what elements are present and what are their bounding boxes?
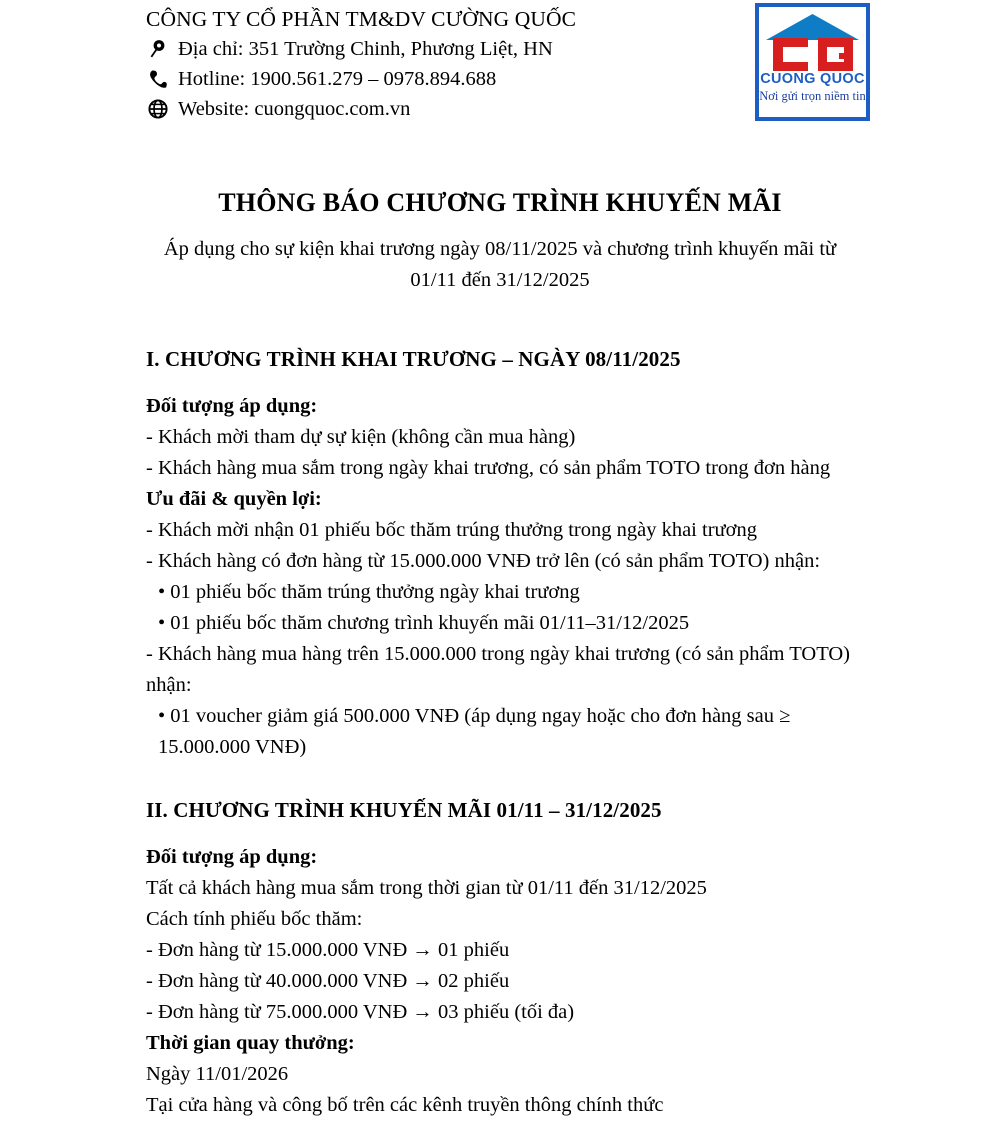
section-one-benefit-three: - Khách hàng mua hàng trên 15.000.000 trong ngày khai trương (có sản phẩm TOTO) nhận:: [146, 643, 850, 696]
section-two-draw-date: Ngày 11/01/2026: [146, 1063, 289, 1085]
contact-address-line: [146, 34, 736, 64]
location-pin-icon: [146, 38, 170, 60]
section-two-heading: II. CHƯƠNG TRÌNH KHUYẾN MÃI 01/11 – 31/12/2025: [146, 798, 662, 822]
section-one-audience-item: - Khách hàng mua sắm trong ngày khai trương, có sản phẩm TOTO trong đơn hàng: [146, 457, 831, 479]
section-one-benefit-three-bullet: • 01 voucher giảm giá 500.000 VNĐ (áp dụng ngay hoặc cho đơn hàng sau ≥ 15.000.000 VNĐ): [158, 705, 791, 758]
logo-cq-letters-icon: [773, 38, 853, 71]
section-two-calc-label: Cách tính phiếu bốc thăm:: [146, 908, 363, 930]
contact-hotline-text: Hotline: 1900.561.279 – 0978.894.688: [178, 68, 497, 90]
section-two-audience-text: Tất cả khách hàng mua sắm trong thời gian từ 01/11 đến 31/12/2025: [146, 877, 707, 899]
logo-tagline-text: Nơi gửi trọn niềm tin: [759, 89, 866, 103]
section-two-draw-place: Tại cửa hàng và công bố trên các kênh truyền thông chính thức: [146, 1094, 664, 1116]
phone-icon: [146, 68, 170, 90]
contact-website-line: [146, 94, 736, 124]
globe-icon: [146, 98, 170, 120]
company-name: CÔNG TY CỔ PHẦN TM&DV CƯỜNG QUỐC: [146, 7, 577, 31]
section-one-benefit-two: - Khách hàng có đơn hàng từ 15.000.000 VNĐ trở lên (có sản phẩm TOTO) nhận:: [146, 550, 821, 572]
section-two-draw-label: Thời gian quay thưởng:: [146, 1032, 355, 1054]
section-two: [146, 795, 858, 1121]
section-one-audience-item: - Khách mời tham dự sự kiện (không cần mua hàng): [146, 426, 576, 448]
document-header: [0, 0, 1000, 150]
logo-roof-icon: [766, 14, 859, 40]
document-body: [0, 150, 1000, 1121]
company-info-block: [146, 4, 736, 124]
section-one-audience-label: Đối tượng áp dụng:: [146, 395, 318, 417]
section-two-calc-rule: - Đơn hàng từ 15.000.000 VNĐ → 01 phiếu: [146, 939, 510, 961]
section-one-benefit-two-bullet: • 01 phiếu bốc thăm chương trình khuyến mãi 01/11–31/12/2025: [158, 612, 690, 634]
section-one-heading: I. CHƯƠNG TRÌNH KHAI TRƯƠNG – NGÀY 08/11/2025: [146, 347, 681, 371]
page-title: THÔNG BÁO CHƯƠNG TRÌNH KHUYẾN MÃI: [218, 188, 782, 217]
section-one-benefit-one: - Khách mời nhận 01 phiếu bốc thăm trúng thưởng trong ngày khai trương: [146, 519, 757, 541]
logo-inner: [759, 7, 866, 117]
page-subtitle: Áp dụng cho sự kiện khai trương ngày 08/11/2025 và chương trình khuyến mãi từ 01/11 đến 31/12/2025: [163, 238, 837, 291]
company-logo: [755, 3, 870, 121]
contact-address-text: Địa chỉ: 351 Trường Chinh, Phương Liệt, HN: [178, 38, 553, 60]
section-two-audience-label: Đối tượng áp dụng:: [146, 846, 318, 868]
section-one-benefit-two-bullet: • 01 phiếu bốc thăm trúng thưởng ngày khai trương: [158, 581, 580, 603]
section-two-calc-rule: - Đơn hàng từ 40.000.000 VNĐ → 02 phiếu: [146, 970, 510, 992]
section-two-calc-rule: - Đơn hàng từ 75.000.000 VNĐ → 03 phiếu (tối đa): [146, 1001, 575, 1023]
section-one: [146, 344, 858, 763]
logo-brand-text: CUONG QUOC: [760, 71, 865, 87]
contact-hotline-line: [146, 64, 736, 94]
contact-website-text: Website: cuongquoc.com.vn: [178, 98, 411, 120]
section-one-benefits-label: Ưu đãi & quyền lợi:: [146, 488, 322, 510]
